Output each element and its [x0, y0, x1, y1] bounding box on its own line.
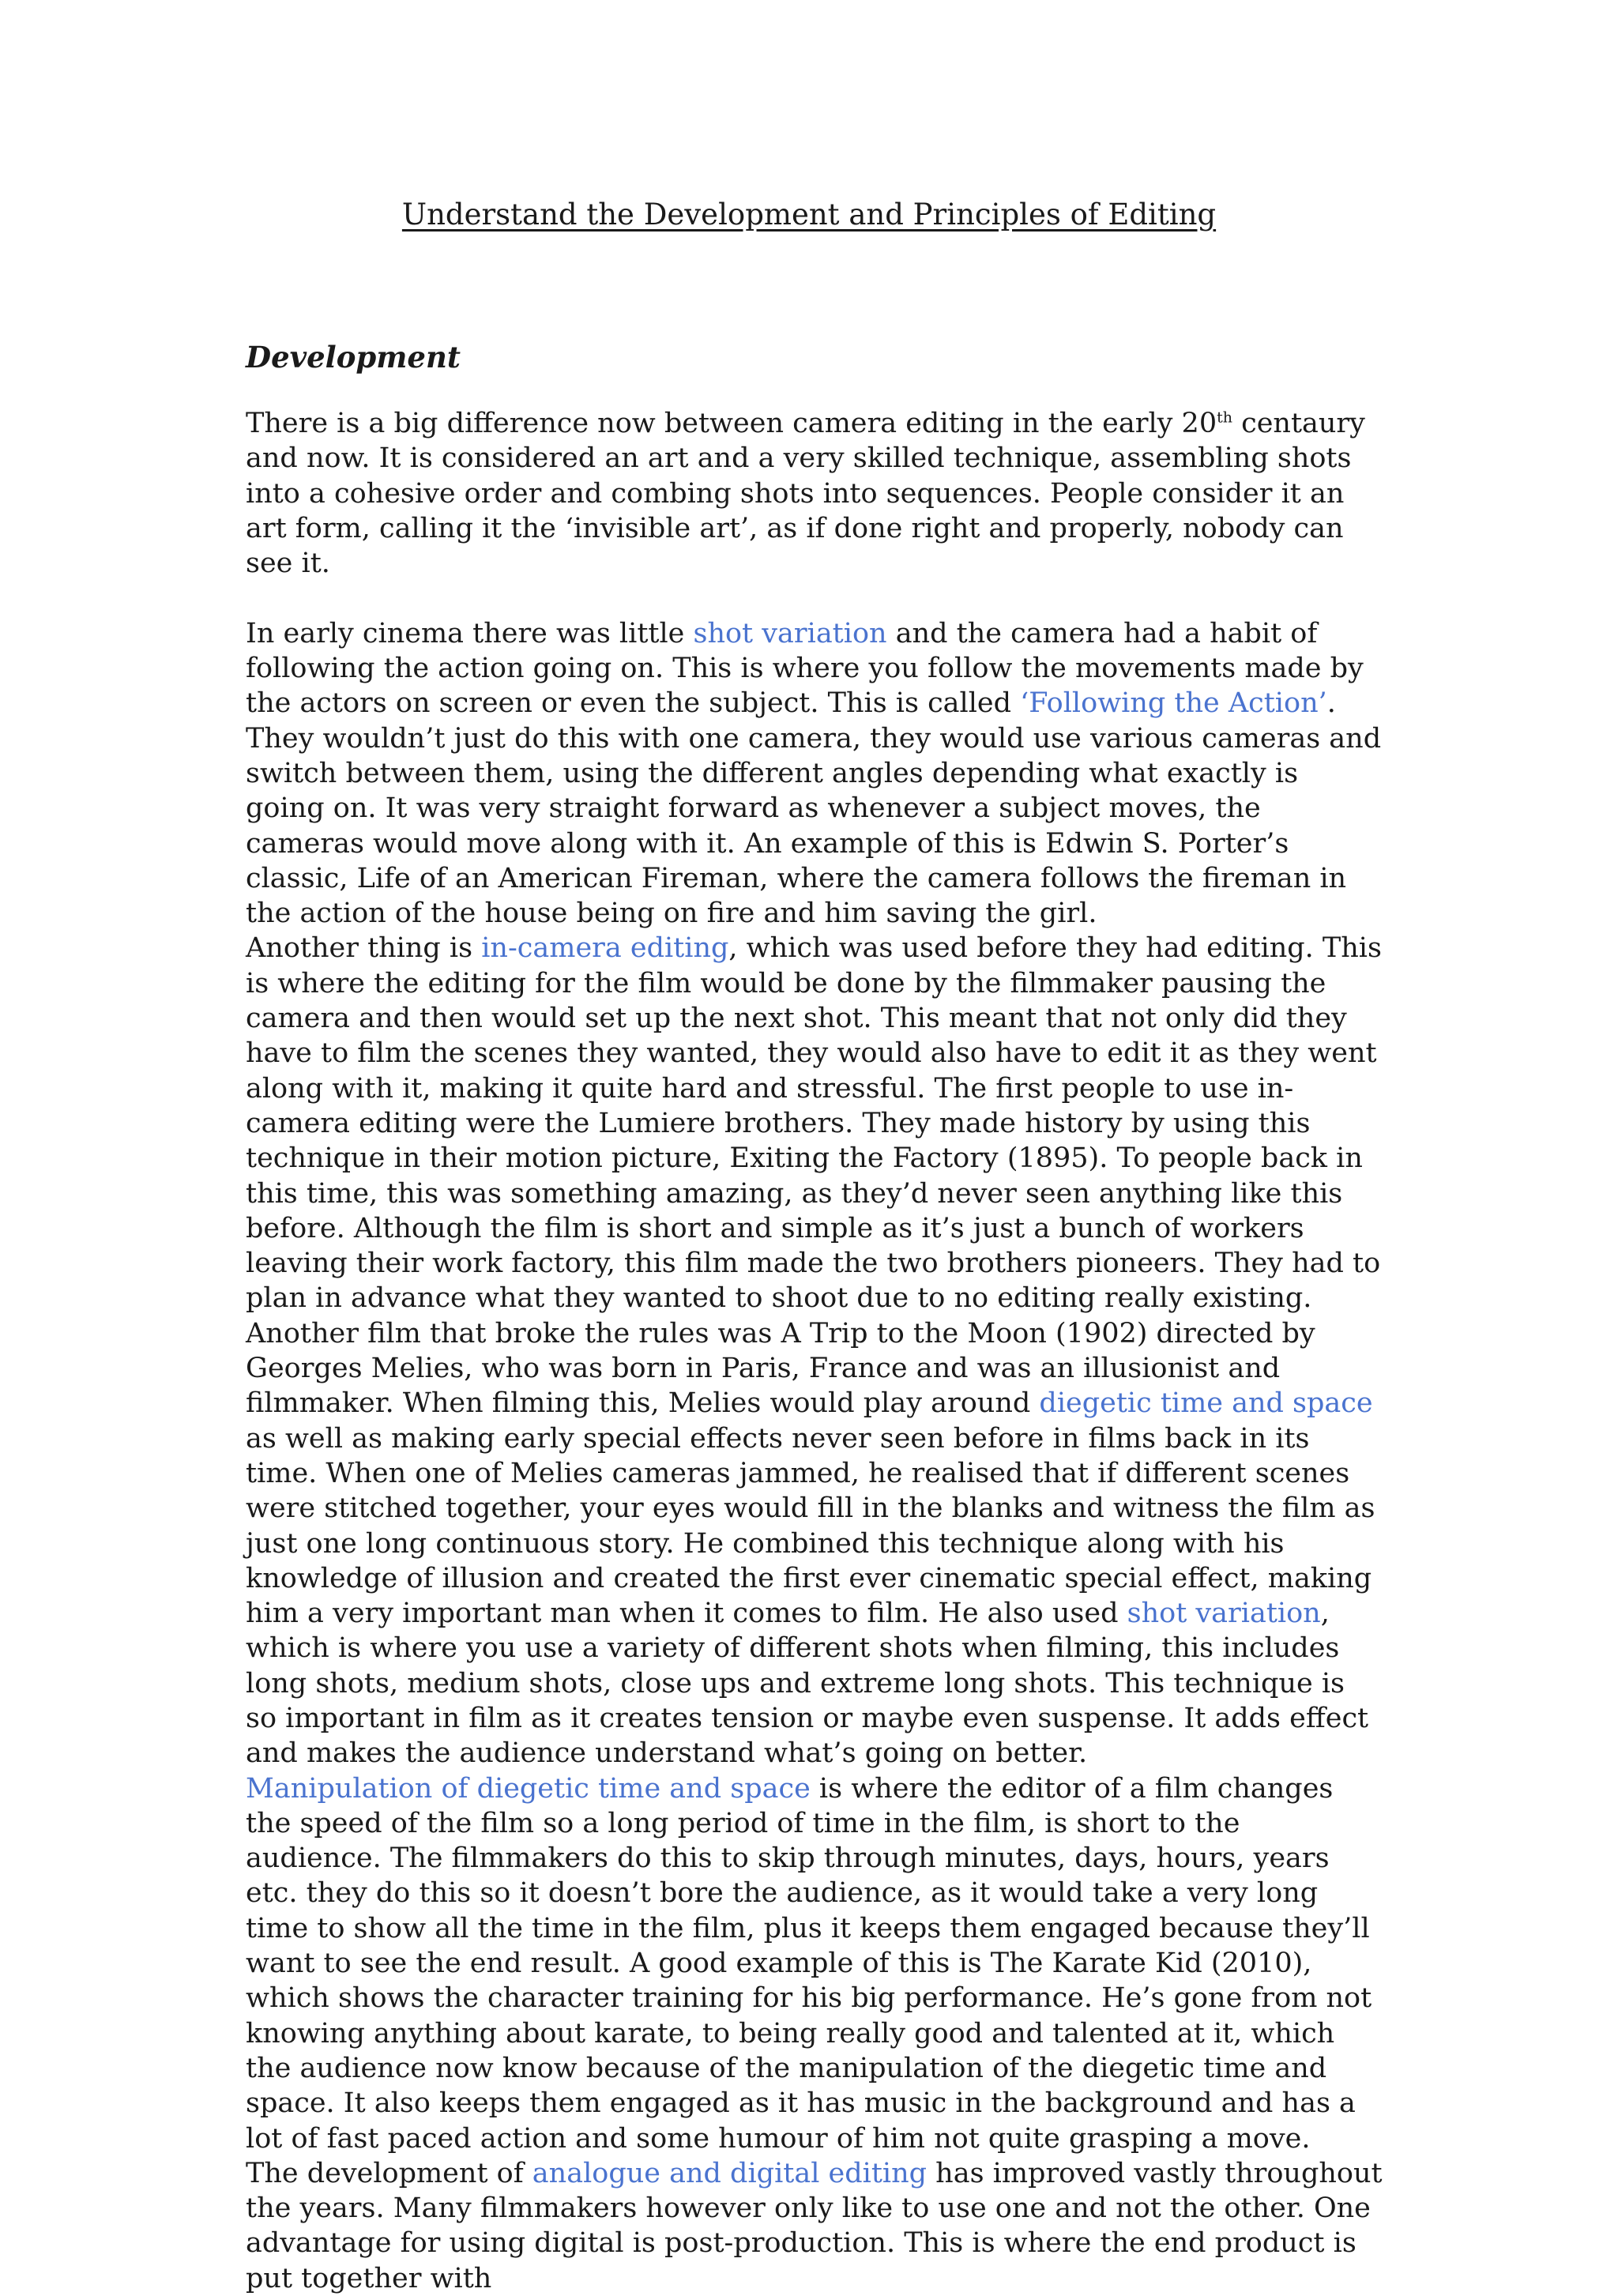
- paragraph-intro: [246, 406, 1383, 581]
- document-title: [0, 194, 1618, 235]
- highlight-manipulation: Manipulation of diegetic time and space: [246, 1772, 811, 1805]
- text-run: In early cinema there was little: [246, 617, 694, 649]
- section-heading-development: Development: [246, 340, 461, 375]
- paragraph-manipulation: [246, 1771, 1383, 2156]
- document-title-text: Understand the Development and Principles of Editing: [401, 198, 1217, 231]
- text-run: and the camera had a habit of following the action going on. This is where you follow the movements made by the actors on screen or even the subject. This is called: [246, 617, 1364, 720]
- text-run: , which was used before they had editing. This is where the editing for the film would be done by the filmmaker pausing the camera and then would set up the next shot. This meant that not only did they have to film the scenes they wanted, they would also have to edit it as they went along with it, making it quite hard and stressful. The first people to use in-camera editing were the Lumiere brothers. They made history by using this technique in their motion picture, Exiting the Factory (1895). To people back in this time, this was something amazing, as they’d never seen anything like this before. Although the film is short and simple as it’s just a bunch of workers leaving their work factory, this film made the two brothers pioneers. They had to plan in advance what they wanted to shoot due to no editing really existing. Another film that broke the rules was A Trip to the Moon (1902) directed by Georges Melies, who was born in Paris, France and was an illusionist and filmmaker. When filming this, Melies would play around: [246, 932, 1382, 1420]
- paragraph-in-camera-editing: [246, 931, 1383, 1771]
- highlight-analogue-digital-editing: analogue and digital editing: [532, 2157, 928, 2189]
- highlight-in-camera-editing: in-camera editing: [481, 932, 729, 965]
- highlight-shot-variation-2: shot variation: [1127, 1598, 1321, 1630]
- text-run: The development of: [246, 2157, 532, 2189]
- superscript: th: [1217, 408, 1232, 427]
- text-run: . They wouldn’t just do this with one camera, they would use various cameras and switch between them, using the different angles depending what exactly is going on. It was very straight forward as whenever a subject moves, the cameras would move along with it. An example of this is Edwin S. Porter’s classic, Life of an American Fireman, where the camera follows the fireman in the action of the house being on fire and him saving the girl.: [246, 687, 1382, 930]
- text-run: , which is where you use a variety of different shots when filming, this includes long shots, medium shots, close ups and extreme long shots. This technique is so important in film as it creates tension or maybe even suspense. It adds effect and makes the audience understand what’s going on better.: [246, 1598, 1369, 1770]
- text-run: Another thing is: [246, 932, 482, 965]
- highlight-following-the-action: ‘Following the Action’: [1020, 687, 1327, 720]
- text-run: as well as making early special effects never seen before in films back in its time. When one of Melies cameras jammed, he realised that if different scenes were stitched together, your eyes would fill in the blanks and witness the film as just one long continuous story. He combined this technique along with his knowledge of illusion and created the first ever cinematic special effect, making him a very important man when it comes to film. He also used: [246, 1422, 1375, 1630]
- body-text: [246, 406, 1383, 2296]
- text-run: centaury and now. It is considered an art and a very skilled technique, assembling shots into a cohesive order and combing shots into sequences. People consider it an art form, calling it the ‘invisible art’, as if done right and properly, nobody can see it.: [246, 408, 1365, 580]
- text-run: is where the editor of a film changes the speed of the film so a long period of time in the film, is short to the audience. The filmmakers do this to skip through minutes, days, hours, years etc. they do this so it doesn’t bore the audience, as it would take a very long time to show all the time in the film, plus it keeps them engaged because they’ll want to see the end result. A good example of this is The Karate Kid (2010), which shows the character training for his big performance. He’s gone from not knowing anything about karate, to being really good and talented at it, which the audience now know because of the manipulation of the diegetic time and space. It also keeps them engaged as it has music in the background and has a lot of fast paced action and some humour of him not quite grasping a move.: [246, 1772, 1372, 2155]
- highlight-diegetic-time-and-space: diegetic time and space: [1039, 1387, 1373, 1420]
- highlight-shot-variation: shot variation: [693, 617, 887, 649]
- text-run: has improved vastly throughout the years. Many filmmakers however only like to use one and not the other. One advantage for using digital is post-production. This is where the end product is put together with: [246, 2157, 1383, 2294]
- text-run: There is a big difference now between camera editing in the early 20: [246, 408, 1217, 439]
- paragraph-analogue-digital: [246, 2156, 1383, 2296]
- paragraph-early-cinema: [246, 616, 1383, 932]
